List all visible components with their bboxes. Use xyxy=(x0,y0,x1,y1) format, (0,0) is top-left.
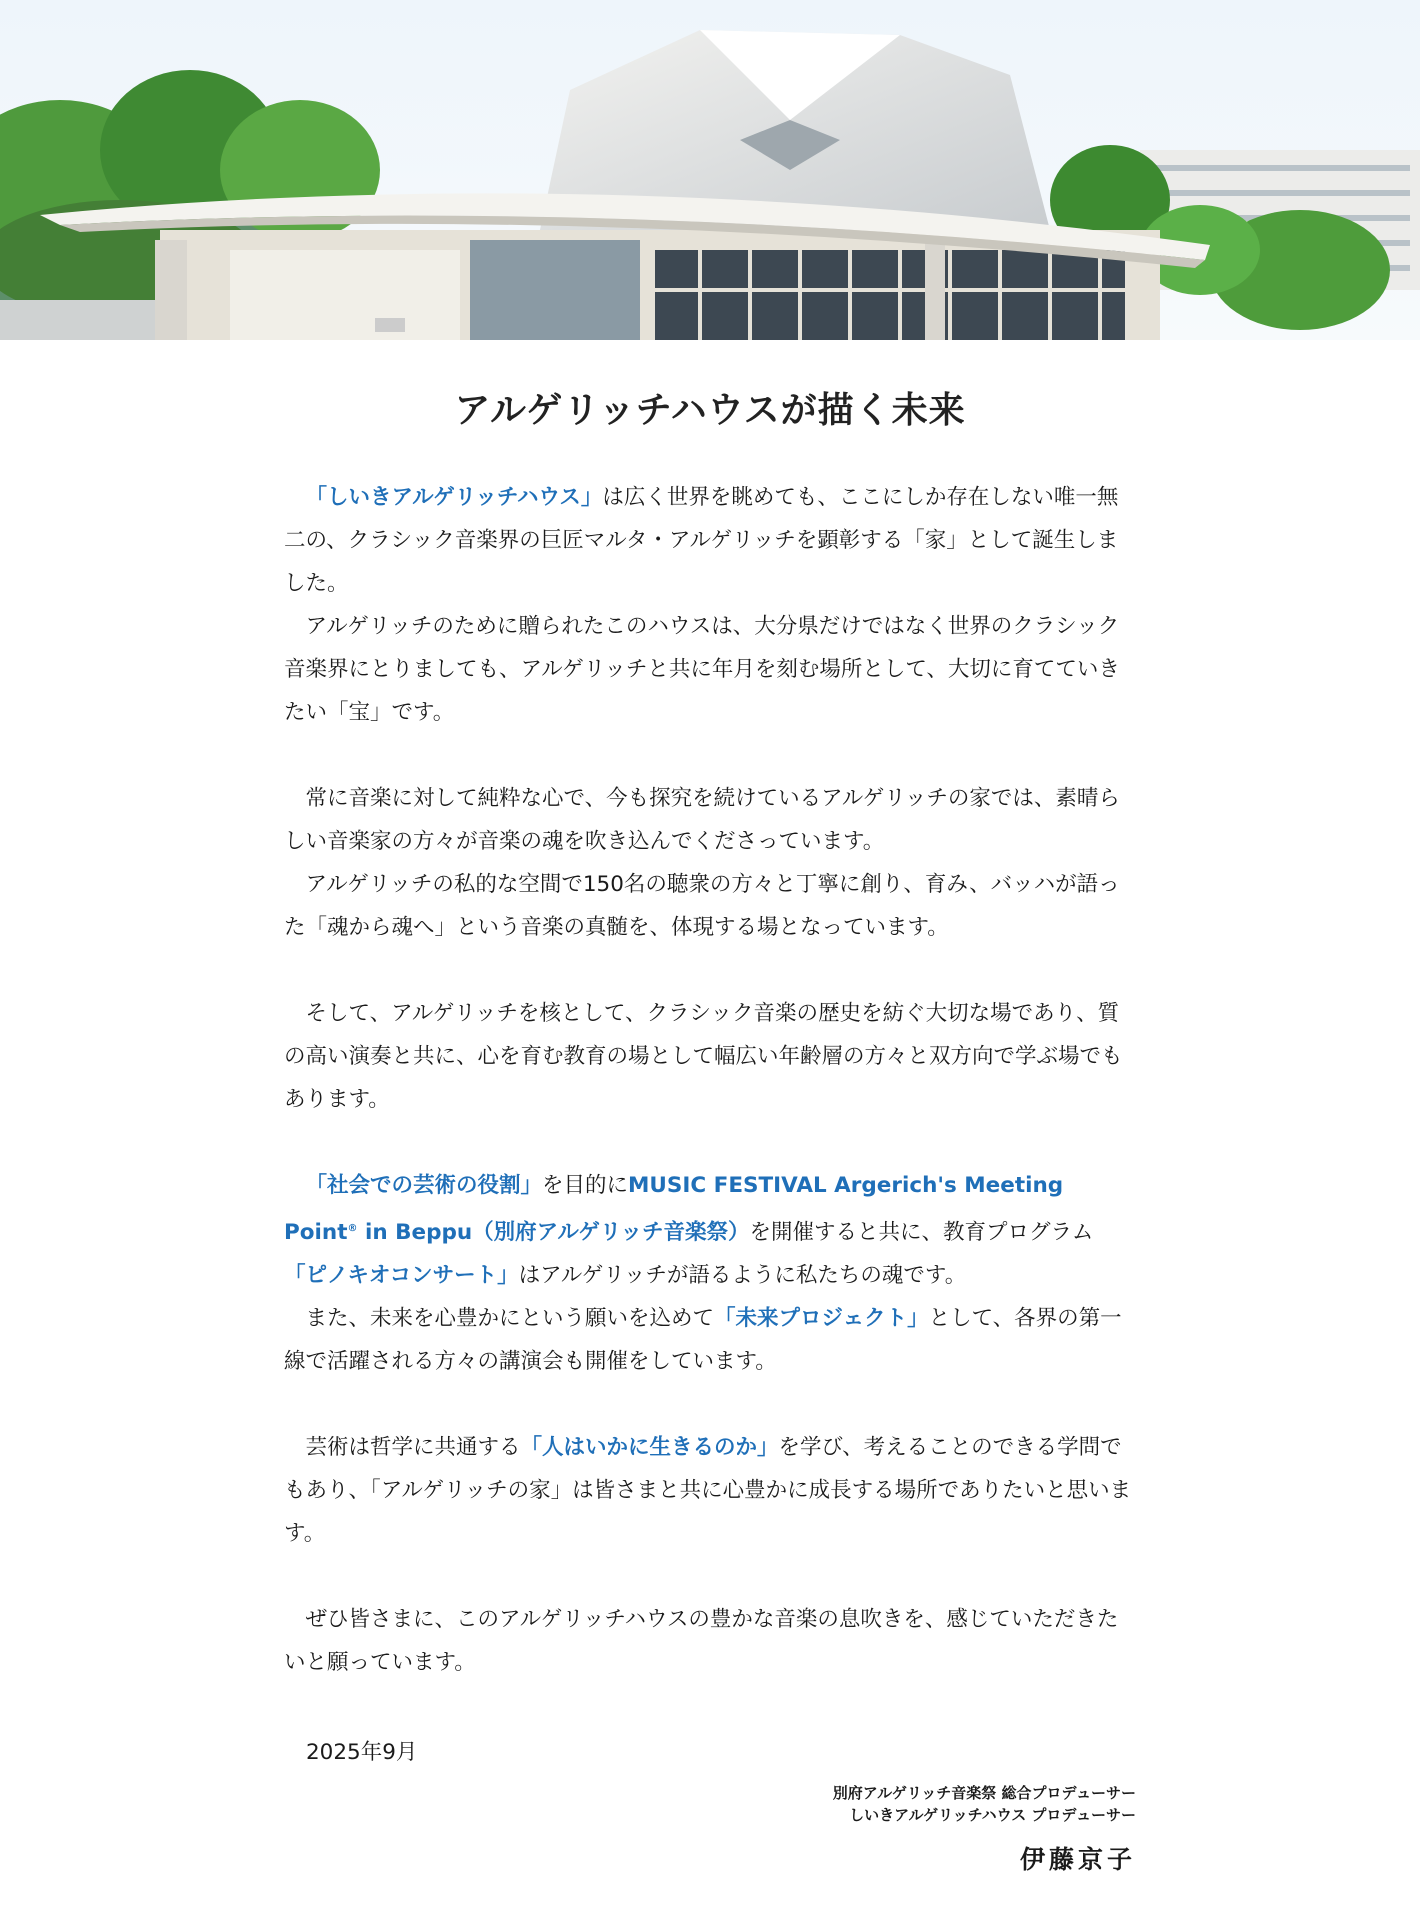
highlight-future-project: 「未来プロジェクト」 xyxy=(714,1306,929,1332)
paragraph-8 xyxy=(284,1426,1136,1555)
signature-block xyxy=(833,1782,1136,1876)
concert-hall-photo xyxy=(0,0,1420,340)
hero-photo xyxy=(0,0,1420,340)
festival-name: MUSIC FESTIVAL Argerich's Meeting Point xyxy=(284,1173,1064,1246)
festival-location: in Beppu（別府アルゲリッチ音楽祭） xyxy=(357,1220,750,1246)
highlight-pinocchio-concert: 「ピノキオコンサート」 xyxy=(284,1263,519,1289)
signature-role-1: 別府アルゲリッチ音楽祭 総合プロデューサー xyxy=(832,1784,1136,1802)
signature-role-2: しいきアルゲリッチハウス プロデューサー xyxy=(849,1806,1136,1824)
highlight-role-of-art: 「社会での芸術の役割」 xyxy=(305,1173,543,1198)
paragraph-7-text-1: また、未来を心豊かにという願いを込めて xyxy=(305,1306,715,1332)
registered-mark: ® xyxy=(347,1223,358,1234)
paragraph-8-text-1: 芸術は哲学に共通する xyxy=(305,1435,521,1461)
paragraph-7 xyxy=(284,1297,1136,1383)
paragraph-5: そして、アルゲリッチを核として、クラシック音楽の歴史を紡ぐ大切な場であり、質の高い演奏と共に、心を育む教育の場として幅広い年齢層の方々と双方向で学ぶ場でもあります。 xyxy=(284,1001,1123,1112)
signature-name: 伊藤京子 xyxy=(1019,1845,1136,1874)
paragraph-2: アルゲリッチのために贈られたこのハウスは、大分県だけではなく世界のクラシック音楽界にとりましても、アルゲリッチと共に年月を刻む場所として、大切に育てていきたい「宝」です。 xyxy=(284,614,1120,725)
paragraph-7-text-2: として、各界の第一線で活躍される方々の講演会も開催をしています。 xyxy=(284,1306,1122,1375)
highlight-shiiki-house: 「しいきアルゲリッチハウス」 xyxy=(305,485,603,510)
paragraph-3: 常に音楽に対して純粋な心で、今も探究を続けているアルゲリッチの家では、素晴らしい音楽家の方々が音楽の魂を吹き込んでくださっています。 xyxy=(284,786,1120,854)
paragraph-6-text-3: はアルゲリッチが語るように私たちの魂です。 xyxy=(518,1263,967,1289)
paragraph-6 xyxy=(284,1164,1136,1297)
highlight-how-to-live: 「人はいかに生きるのか」 xyxy=(520,1435,779,1461)
paragraph-6-text-2: を開催すると共に、教育プログラム xyxy=(749,1220,1094,1246)
message-body xyxy=(284,476,1136,1684)
paragraph-8-text-2: を学び、考えることのできる学問でもあり、「アルゲリッチの家」は皆さまと共に心豊かに成長する場所でありたいと思います。 xyxy=(284,1435,1132,1547)
paragraph-1-text: は広く世界を眺めても、ここにしか存在しない唯一無二の、クラシック音楽界の巨匠マルタ・アルゲリッチを顕彰する「家」として誕生しました。 xyxy=(284,485,1119,596)
paragraph-4: アルゲリッチの私的な空間で150名の聴衆の方々と丁寧に創り、育み、バッハが語った「魂から魂へ」という音楽の真髄を、体現する場となっています。 xyxy=(284,872,1120,940)
paragraph-9: ぜひ皆さまに、このアルゲリッチハウスの豊かな音楽の息吹きを、感じていただきたいと願っています。 xyxy=(284,1607,1119,1676)
paragraph-6-text-1: を目的に xyxy=(542,1173,629,1198)
date: 2025年9月 xyxy=(306,1740,418,1765)
page-title: アルゲリッチハウスが描く未来 xyxy=(454,390,966,431)
paragraph-1 xyxy=(284,476,1136,605)
